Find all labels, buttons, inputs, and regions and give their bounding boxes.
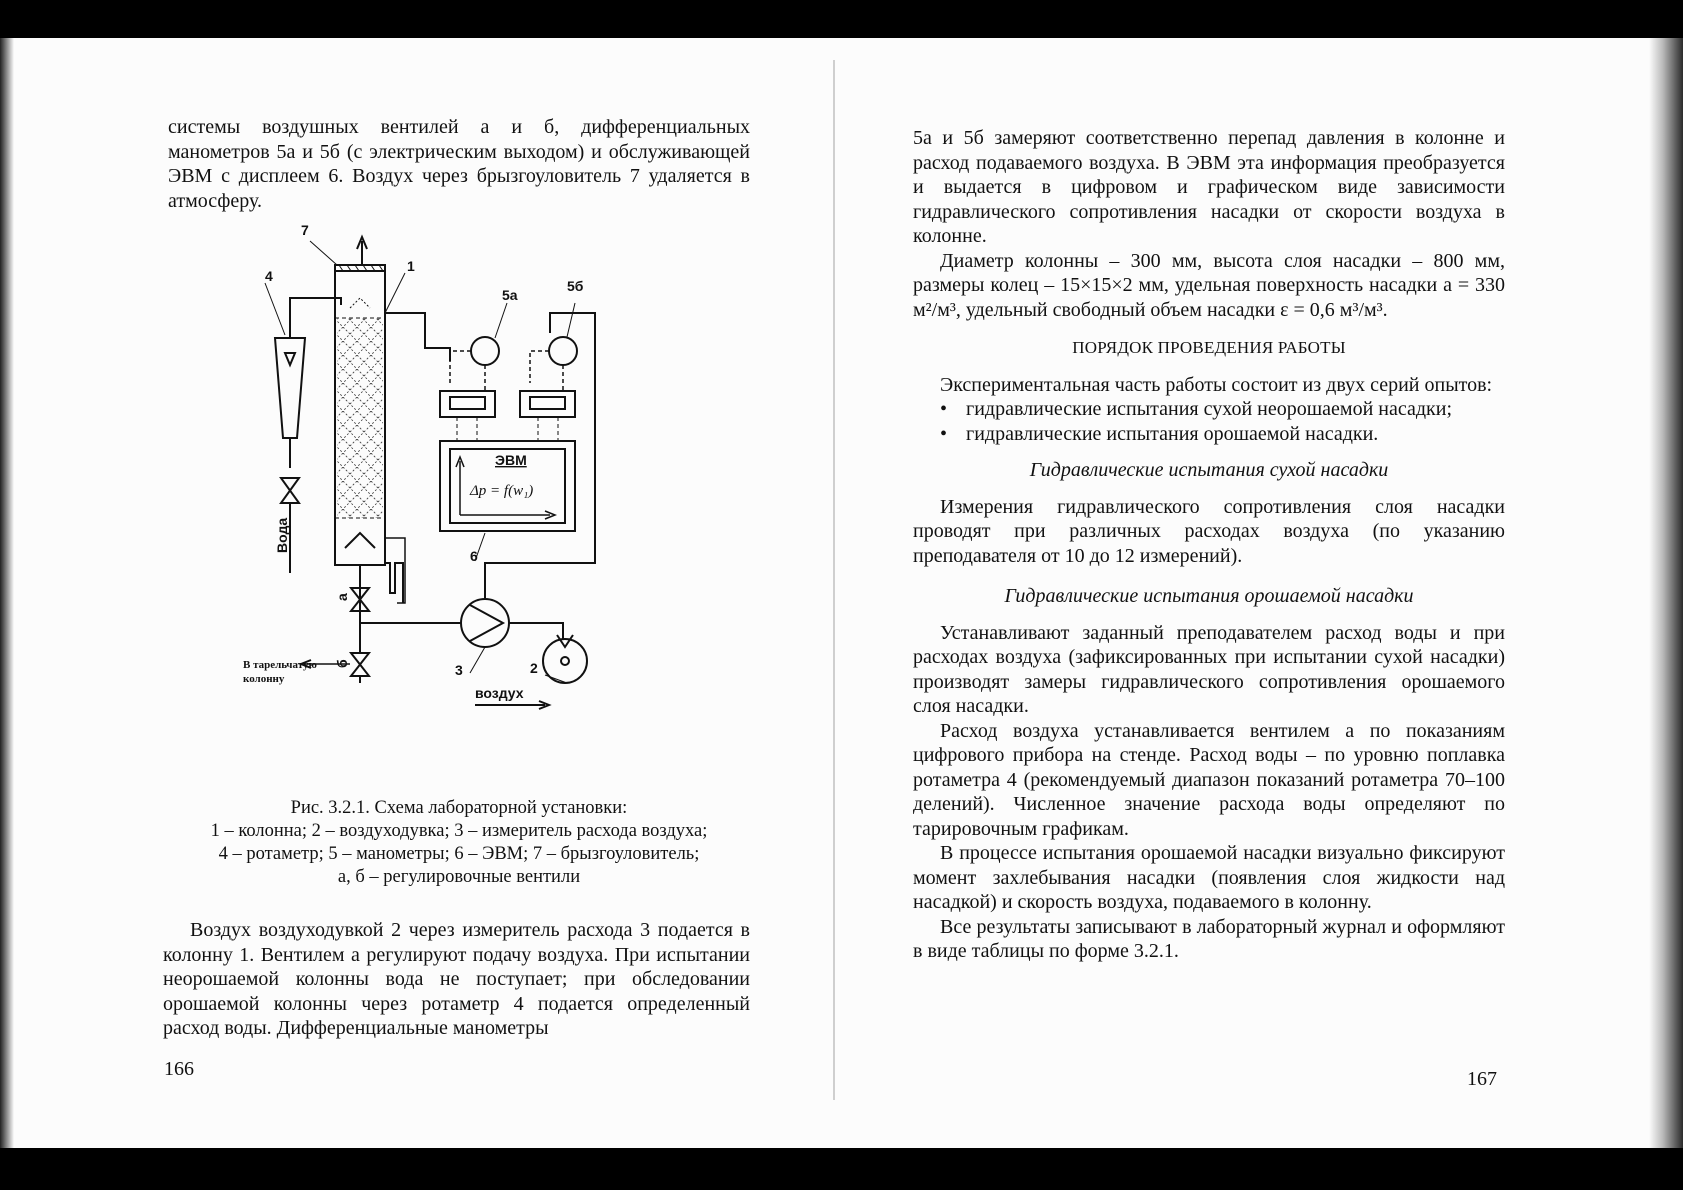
label-5a: 5а	[502, 287, 518, 303]
caption-line-2: 4 – ротаметр; 5 – манометры; 6 – ЭВМ; 7 – брызгоуловитель;	[218, 844, 700, 864]
right-paragraph-1: 5а и 5б замеряют соответственно перепад давления в колонне и расход подаваемого воздуха. В ЭВМ эта информация преобразуется и выдается в цифровом и графическом виде зависимости гидравлического сопротивления насадки от скорости воздуха в колонне.	[913, 127, 1505, 247]
label-formula: Δp = f(w₁)	[470, 483, 534, 499]
right-paragraph-3: Экспериментальная часть работы состоит из двух серий опытов:	[940, 373, 1493, 396]
label-valve-b: б	[334, 659, 350, 668]
right-paragraph-5: Устанавливают заданный преподавателем расход воды и при расходах воздуха (зафиксированных при испытании сухой насадки) производят замеры гидравлического сопротивления орошаемого слоя насадки.	[913, 621, 1505, 717]
scan-right-edge	[1649, 38, 1683, 1148]
caption-line-3: а, б – регулировочные вентили	[337, 867, 581, 887]
label-4: 4	[265, 268, 273, 284]
left-paragraph-top: системы воздушных вентилей а и б, дифференциальных манометров 5а и 5б (с электрическим выходом) и обслуживающей ЭВМ с дисплеем 6. Воздух через брызгоуловитель 7 удаляется в атмосферу.	[168, 116, 750, 212]
book-gutter	[833, 60, 835, 1100]
packing-layer	[337, 318, 383, 518]
label-2: 2	[530, 660, 538, 676]
lab-setup-figure	[243, 222, 665, 758]
heading-dry-tests: Гидравлические испытания сухой насадки	[1029, 459, 1389, 481]
heading-order: ПОРЯДОК ПРОВЕДЕНИЯ РАБОТЫ	[1072, 338, 1346, 357]
list-item: • гидравлические испытания орошаемой насадки.	[940, 422, 1505, 447]
label-kolonnu: колонну	[243, 673, 285, 685]
caption-title: Рис. 3.2.1. Схема лабораторной установки:	[290, 798, 628, 818]
page-number-left: 166	[164, 1058, 194, 1080]
scan-bottom-border	[0, 1148, 1683, 1190]
left-paragraph-bottom: Воздух воздуходувкой 2 через измеритель расхода 3 подается в колонну 1. Вентилем а регулируют подачу воздуха. При испытании неорошаемой колонны вода не поступает; при обследовании орошаемой колонны через ротаметр 4 подается определенный расход воды. Дифференциальные манометры	[163, 919, 750, 1039]
scan-left-edge	[0, 38, 14, 1148]
lab-setup-schematic	[243, 222, 665, 758]
label-3: 3	[455, 662, 463, 678]
heading-wet-tests: Гидравлические испытания орошаемой насадки	[1004, 585, 1414, 607]
right-paragraph-8: Все результаты записывают в лабораторный журнал и оформляют в виде таблицы по форме 3.2.1.	[913, 915, 1505, 962]
left-page-bottom	[163, 918, 750, 1041]
right-paragraph-6: Расход воздуха устанавливается вентилем а по показаниям цифрового прибора на стенде. Расход воды – по уровню поплавка ротаметра 4 (рекомендуемый диапазон показаний ротаметра 70–100 делений). Численное значение расхода воды определяют по тарировочным графикам.	[913, 719, 1505, 840]
right-paragraph-2: Диаметр колонны – 300 мм, высота слоя насадки – 800 мм, размеры колец – 15×15×2 мм, удельная поверхность насадки а = 330 м²/м³, удельный свободный объем насадки ε = 0,6 м³/м³.	[913, 249, 1505, 321]
page-number-right: 167	[1467, 1068, 1497, 1090]
label-5b: 5б	[567, 278, 584, 294]
label-valve-a: а	[334, 593, 350, 601]
right-page	[913, 126, 1505, 964]
label-evm: ЭВМ	[495, 452, 527, 468]
list-item: • гидравлические испытания сухой неорошаемой насадки;	[940, 397, 1505, 422]
label-6: 6	[470, 548, 478, 564]
label-7: 7	[301, 222, 309, 238]
caption-line-1: 1 – колонна; 2 – воздуходувка; 3 – измеритель расхода воздуха;	[210, 821, 708, 841]
label-1: 1	[407, 258, 415, 274]
scan-top-border	[0, 0, 1683, 38]
test-series-list	[913, 397, 1505, 446]
label-voda: Вода	[274, 517, 290, 553]
left-page	[168, 115, 750, 213]
right-paragraph-7: В процессе испытания орошаемой насадки визуально фиксируют момент захлебывания насадки (появления слоя жидкости над насадкой) и скорость воздуха, подаваемого в колонну.	[913, 842, 1505, 913]
right-paragraph-4: Измерения гидравлического сопротивления слоя насадки проводят при различных расходах воздуха (по указанию преподавателя от 10 до 12 измерений).	[913, 495, 1505, 567]
label-tarelchatuyu: В тарельчатую	[243, 659, 317, 671]
label-vozdukh: воздух	[475, 685, 524, 701]
figure-caption	[168, 797, 750, 889]
